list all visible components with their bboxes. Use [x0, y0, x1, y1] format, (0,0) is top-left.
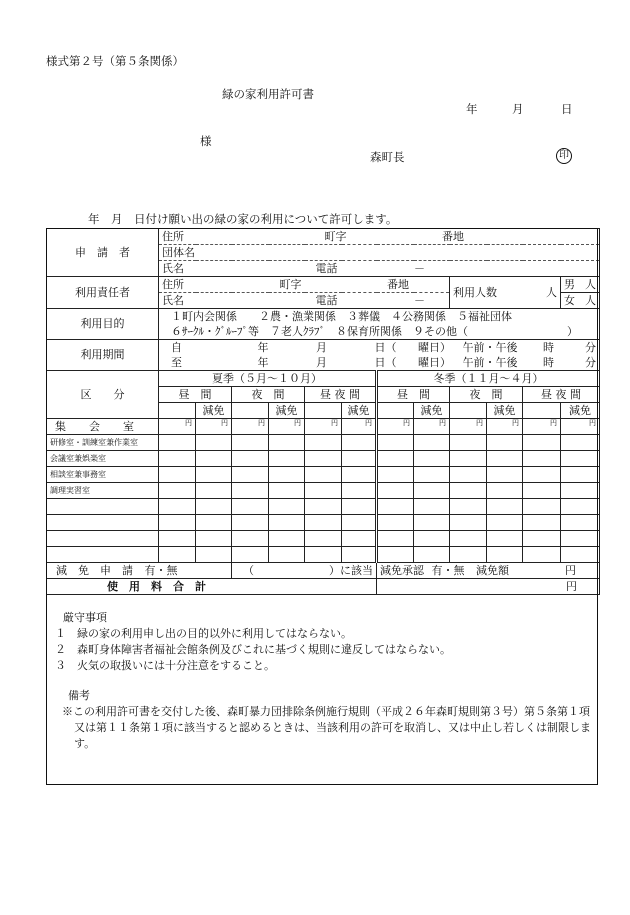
period-from-year: 年 — [257, 340, 269, 354]
manager-count-cell[interactable] — [450, 277, 561, 309]
manager-phone-label: 電話 — [315, 293, 338, 307]
manager-count-unit: 人 — [546, 285, 557, 299]
applicant-address-label: 住所 — [162, 229, 184, 243]
applicant-label: 申 請 者 — [47, 229, 159, 277]
female-unit: 人 — [585, 293, 596, 307]
table-row — [47, 531, 600, 547]
reduction-paren-open: （ — [243, 563, 254, 577]
date-year: 年 — [466, 102, 478, 116]
room-label — [47, 531, 159, 547]
discount-header: 減免 — [414, 403, 450, 419]
period-to-day: 日（ — [374, 355, 397, 369]
reduction-approval-cell[interactable] — [377, 563, 600, 579]
period-from-weekday: 曜日） — [418, 340, 451, 354]
period-to-label: 至 — [171, 355, 182, 369]
table-row — [47, 451, 600, 467]
period-from-day: 日（ — [374, 340, 397, 354]
period-from-ampm: 午前・午後 — [462, 340, 518, 354]
applicant-phone-dash: － — [414, 261, 425, 275]
issuer-name: 森町長 — [370, 150, 405, 164]
yen-unit: 円 — [269, 419, 305, 435]
yen-unit: 円 — [561, 419, 600, 435]
form-number: 様式第２号（第５条関係） — [46, 54, 184, 68]
period-from-row[interactable] — [159, 340, 600, 356]
table-row — [47, 419, 600, 435]
seal-mark: 印 — [556, 148, 572, 164]
manager-address-label: 住所 — [162, 277, 184, 291]
applicant-group-label: 団体名 — [162, 245, 195, 259]
applicant-lot-label: 番地 — [442, 229, 464, 243]
purpose-label: 利用目的 — [47, 309, 159, 340]
reduction-amount-label: 減免額 — [476, 563, 509, 577]
manager-name-row[interactable] — [159, 293, 450, 309]
room-label: 相談室兼事務室 — [47, 467, 159, 483]
reduction-apply-yes-no: 有・無 — [144, 563, 178, 577]
applicant-town-label: 町字 — [324, 229, 347, 243]
period-to-month: 月 — [316, 355, 327, 369]
category-header: 区 分 — [47, 371, 159, 419]
applicant-group-row[interactable] — [159, 245, 600, 261]
reduction-apply-label: 減 免 申 請 — [56, 563, 133, 577]
yen-unit: 円 — [450, 419, 487, 435]
manager-count-label: 利用人数 — [453, 285, 497, 299]
female-count-cell[interactable] — [561, 293, 600, 309]
remark-text: ※この利用許可書を交付した後、森町暴力団排除条例施行規則（平成２６年森町規則第３号）第５条第１項又は第１１条第１項に該当すると認めるときは、当該利用の許可を取消し、又は中止し若しくは制限します。 — [62, 705, 591, 750]
intro-text: 年 月 日付け願い出の緑の家の利用について許可します。 — [88, 212, 398, 226]
room-label: 研修室・訓練室兼作業室 — [47, 435, 159, 451]
room-label — [47, 515, 159, 531]
total-fee-yen: 円 — [377, 579, 600, 595]
yen-unit: 円 — [232, 419, 269, 435]
summer-daynight-header: 昼 夜 間 — [305, 387, 377, 403]
period-to-minute: 分 — [585, 355, 596, 369]
applicant-phone-label: 電話 — [315, 261, 338, 275]
approval-yes-no: 有・無 — [431, 563, 465, 577]
rule-item: ３ 火気の取扱いには十分注意をすること。 — [55, 659, 275, 672]
summer-header: 夏季（５月～１０月） — [159, 371, 377, 387]
manager-town-label: 町字 — [279, 277, 302, 291]
rule-item: １ 緑の家の利用申し出の目的以外に利用してはならない。 — [55, 627, 352, 640]
purpose-options-line1[interactable]: １町内会関係 ２農・漁業関係 ３葬儀 ４公務関係 ５福祉団体 — [159, 309, 600, 325]
reduction-applies: ）に該当 — [329, 563, 373, 577]
discount-header: 減免 — [561, 403, 600, 419]
total-fee-label: 使 用 料 合 計 — [47, 579, 377, 595]
period-to-hour: 時 — [543, 355, 554, 369]
yen-unit: 円 — [342, 419, 377, 435]
room-label: 会議室兼娯楽室 — [47, 451, 159, 467]
reduction-apply-cell[interactable] — [47, 563, 232, 579]
purpose-close-paren: ） — [567, 324, 578, 338]
purpose-line2-text: ６ｻｰｸﾙ・ｸﾞﾙｰﾌﾟ等 ７老人ｸﾗﾌﾞ ８保育所関係 ９その他（ — [171, 324, 468, 338]
period-to-weekday: 曜日） — [418, 355, 451, 369]
yen-unit: 円 — [414, 419, 450, 435]
yen-unit: 円 — [523, 419, 561, 435]
winter-daynight-header: 昼 夜 間 — [523, 387, 600, 403]
yen-unit: 円 — [377, 419, 414, 435]
period-to-row[interactable] — [159, 355, 600, 371]
manager-phone-dash: － — [414, 293, 425, 307]
table-row — [47, 547, 600, 563]
document-title: 緑の家利用許可書 — [222, 87, 314, 101]
yen-unit: 円 — [305, 419, 342, 435]
applicant-name-label: 氏名 — [162, 261, 184, 275]
summer-day-header: 昼 間 — [159, 387, 232, 403]
manager-label: 利用責任者 — [47, 277, 159, 309]
period-from-label: 自 — [171, 340, 182, 354]
room-label — [47, 499, 159, 515]
date-day: 日 — [561, 102, 573, 116]
winter-night-header: 夜 間 — [450, 387, 523, 403]
period-from-month: 月 — [316, 340, 327, 354]
manager-lot-label: 番地 — [387, 277, 409, 291]
manager-address-row[interactable] — [159, 277, 450, 293]
female-label: 女 — [564, 293, 575, 307]
date-month: 月 — [512, 102, 524, 116]
discount-header: 減免 — [487, 403, 523, 419]
male-count-cell[interactable] — [561, 277, 600, 293]
period-from-minute: 分 — [585, 340, 596, 354]
rule-item: ２ 森町身体障害者福祉会館条例及びこれに基づく規則に違反してはならない。 — [55, 643, 451, 656]
rules-section — [55, 610, 451, 674]
manager-name-label: 氏名 — [162, 293, 184, 307]
room-label: 調理実習室 — [47, 483, 159, 499]
summer-night-header: 夜 間 — [232, 387, 305, 403]
discount-header: 減免 — [342, 403, 377, 419]
reduction-reason-cell[interactable] — [232, 563, 377, 579]
remark-heading: 備考 — [68, 689, 90, 702]
table-row — [47, 467, 600, 483]
period-from-hour: 時 — [543, 340, 554, 354]
purpose-options-line2[interactable] — [159, 324, 600, 340]
table-row — [47, 499, 600, 515]
reduction-amount-yen: 円 — [565, 563, 576, 577]
application-table — [46, 228, 600, 595]
rules-heading: 厳守事項 — [63, 611, 107, 624]
period-to-year: 年 — [257, 355, 269, 369]
room-label — [47, 547, 159, 563]
applicant-name-row[interactable] — [159, 261, 600, 277]
discount-header: 減免 — [269, 403, 305, 419]
yen-unit: 円 — [159, 419, 196, 435]
table-row — [47, 515, 600, 531]
approval-label: 減免承認 — [380, 563, 424, 577]
winter-day-header: 昼 間 — [377, 387, 450, 403]
male-label: 男 — [564, 277, 575, 291]
period-to-ampm: 午前・午後 — [462, 355, 518, 369]
period-label: 利用期間 — [47, 340, 159, 371]
discount-header: 減免 — [196, 403, 232, 419]
applicant-address-row[interactable] — [159, 229, 600, 245]
room-label: 集 会 室 — [47, 419, 159, 435]
table-row — [47, 435, 600, 451]
winter-header: 冬季（１１月～４月） — [377, 371, 600, 387]
male-unit: 人 — [585, 277, 596, 291]
yen-unit: 円 — [487, 419, 523, 435]
yen-unit: 円 — [196, 419, 232, 435]
table-row — [47, 483, 600, 499]
recipient-suffix: 様 — [200, 134, 212, 148]
